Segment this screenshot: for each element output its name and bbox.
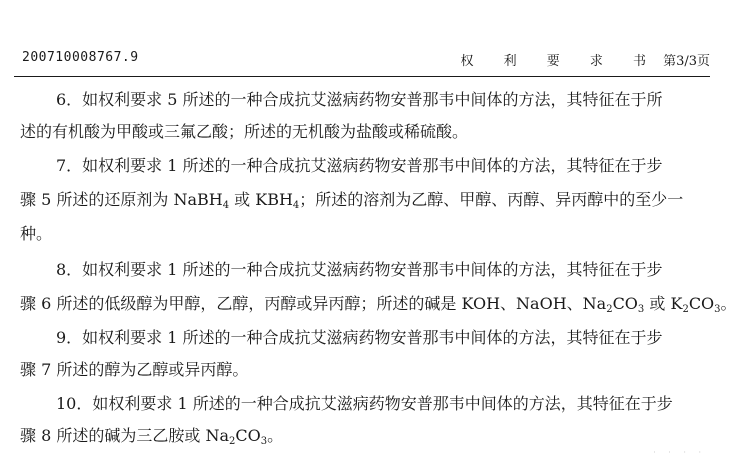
patent-number: 200710008767.9 <box>22 50 139 65</box>
document-title: 权 利 要 求 书 <box>460 54 660 69</box>
page-indicator: 第3/3页 <box>663 54 710 69</box>
claim-6-line-1: 6．如权利要求 5 所述的一种合成抗艾滋病药物安普那韦中间体的方法，其特征在于所 <box>56 90 663 109</box>
claim-7-line-1: 7．如权利要求 1 所述的一种合成抗艾滋病药物安普那韦中间体的方法，其特征在于步 <box>56 156 663 175</box>
header-rule <box>14 76 710 77</box>
claim-6-line-2: 述的有机酸为甲酸或三氟乙酸；所述的无机酸为盐酸或稀硫酸。 <box>20 122 469 141</box>
claim-9-line-2: 骤 7 所述的醇为乙醇或异丙醇。 <box>20 360 249 379</box>
claims-body <box>20 90 737 447</box>
header-right <box>461 50 710 69</box>
claim-9-line-1: 9．如权利要求 1 所述的一种合成抗艾滋病药物安普那韦中间体的方法，其特征在于步 <box>56 328 663 347</box>
claim-7-line-2: 骤 5 所述的还原剂为 NaBH$_4$ 或 $KBH_4$；所述的溶剂为乙醇、甲醇、丙醇、异丙醇中的至少一 <box>20 190 684 211</box>
page-header <box>22 50 710 74</box>
claim-7-line-3: 种。 <box>20 224 53 243</box>
claim-10-line-2: 骤 8 所述的碱为三乙胺或 $Na_2CO_3$。 <box>20 426 284 447</box>
claim-8-line-2: 骤 6 所述的低级醇为甲醇，乙醇，丙醇或异丙醇；所述的碱是 KOH、NaOH、$Na_2CO_3$ 或 $K_2CO_3$。 <box>20 294 737 315</box>
scan-dots-decoration: · · · · <box>653 448 706 457</box>
claim-8-line-1: 8．如权利要求 1 所述的一种合成抗艾滋病药物安普那韦中间体的方法，其特征在于步 <box>56 260 663 279</box>
claim-10-line-1: 10．如权利要求 1 所述的一种合成抗艾滋病药物安普那韦中间体的方法，其特征在于步 <box>56 394 673 413</box>
